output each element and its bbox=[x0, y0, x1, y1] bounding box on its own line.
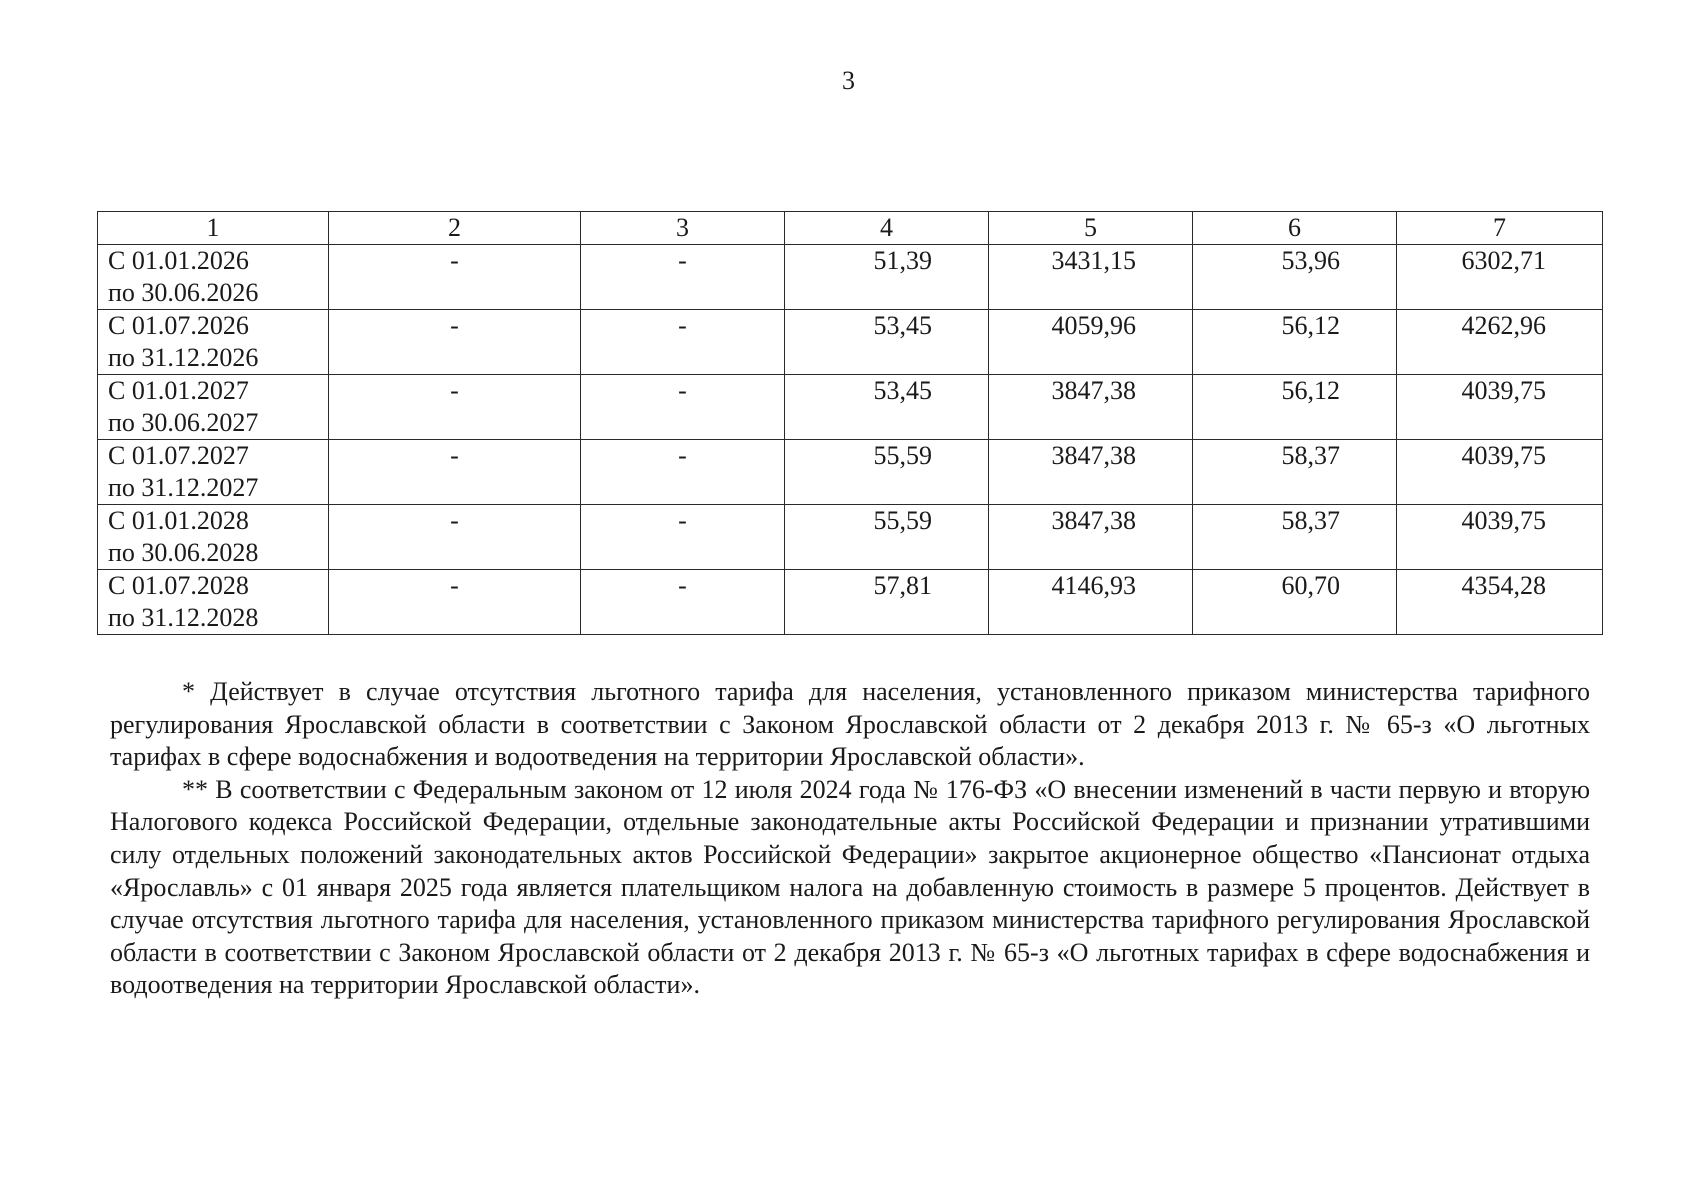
column-header: 6 bbox=[1193, 212, 1397, 245]
table-cell: - bbox=[581, 440, 785, 505]
table-cell: 55,59 bbox=[785, 440, 989, 505]
footnote-double-asterisk: ** В соответствии с Федеральным законом от 12 июля 2024 года № 176-ФЗ «О внесении изменений в части первую и вторую Налогового кодекса Российской Федерации, отдельные законодательные акты Российской Федерации и признании утратившими силу отдельных положений законодательных актов Российской Федерации» закрытое акционерное общество «Пансионат отдыха «Ярославль» с 01 января 2025 года является плательщиком налога на добавленную стоимость в размере 5 процентов. Действует в случае отсутствия льготного тарифа для населения, установленного приказом министерства тарифного регулирования Ярославской области в соответствии с Законом Ярославской области от 2 декабря 2013 г. № 65-з «О льготных тарифах в сфере водоснабжения и водоотведения на территории Ярославской области». bbox=[110, 774, 1590, 1000]
table-cell: 3847,38 bbox=[989, 440, 1193, 505]
period-to: по 31.12.2028 bbox=[108, 603, 259, 632]
table-cell: 51,39 bbox=[785, 245, 989, 310]
column-header: 3 bbox=[581, 212, 785, 245]
table-cell: - bbox=[329, 375, 581, 440]
table-cell: - bbox=[329, 310, 581, 375]
period-cell bbox=[98, 505, 329, 570]
table-cell: 56,12 bbox=[1193, 310, 1397, 375]
column-header: 2 bbox=[329, 212, 581, 245]
table-row bbox=[98, 570, 1603, 635]
table-row bbox=[98, 375, 1603, 440]
table-cell: - bbox=[581, 570, 785, 635]
period-to: по 30.06.2028 bbox=[108, 538, 259, 567]
table-row bbox=[98, 310, 1603, 375]
table-row bbox=[98, 245, 1603, 310]
table-cell: 58,37 bbox=[1193, 440, 1397, 505]
table-header-row bbox=[98, 212, 1603, 245]
page-number: 3 bbox=[842, 66, 855, 95]
period-cell bbox=[98, 440, 329, 505]
period-from: С 01.07.2027 bbox=[108, 441, 249, 470]
table-cell: 53,45 bbox=[785, 310, 989, 375]
table-cell: 4262,96 bbox=[1397, 310, 1603, 375]
table-cell: - bbox=[581, 375, 785, 440]
table-cell: 3431,15 bbox=[989, 245, 1193, 310]
period-to: по 31.12.2026 bbox=[108, 343, 259, 372]
table-cell: 3847,38 bbox=[989, 505, 1193, 570]
table-cell: 6302,71 bbox=[1397, 245, 1603, 310]
table-cell: - bbox=[329, 505, 581, 570]
period-cell bbox=[98, 375, 329, 440]
table-cell: 4354,28 bbox=[1397, 570, 1603, 635]
table-cell: 60,70 bbox=[1193, 570, 1397, 635]
table-row bbox=[98, 505, 1603, 570]
table-cell: 55,59 bbox=[785, 505, 989, 570]
period-from: С 01.07.2028 bbox=[108, 571, 249, 600]
column-header: 5 bbox=[989, 212, 1193, 245]
table-cell: 58,37 bbox=[1193, 505, 1397, 570]
table-cell: - bbox=[581, 310, 785, 375]
period-cell bbox=[98, 245, 329, 310]
table-cell: 53,45 bbox=[785, 375, 989, 440]
column-header: 7 bbox=[1397, 212, 1603, 245]
period-cell bbox=[98, 570, 329, 635]
table-cell: 4039,75 bbox=[1397, 505, 1603, 570]
table-cell: 3847,38 bbox=[989, 375, 1193, 440]
period-from: С 01.01.2027 bbox=[108, 376, 249, 405]
footnotes bbox=[110, 676, 1590, 1002]
table-cell: 4059,96 bbox=[989, 310, 1193, 375]
table-cell: - bbox=[329, 440, 581, 505]
table-cell: 4039,75 bbox=[1397, 440, 1603, 505]
period-from: С 01.07.2026 bbox=[108, 311, 249, 340]
table-cell: - bbox=[329, 245, 581, 310]
table-cell: 56,12 bbox=[1193, 375, 1397, 440]
footnote-single-asterisk: * Действует в случае отсутствия льготного тарифа для населения, установленного приказом министерства тарифного регулирования Ярославской области в соответствии с Законом Ярославской области от 2 декабря 2013 г. № 65-з «О льготных тарифах в сфере водоснабжения и водоотведения на территории Ярославской области». bbox=[110, 677, 1590, 772]
table-row bbox=[98, 440, 1603, 505]
table-cell: 4146,93 bbox=[989, 570, 1193, 635]
period-from: С 01.01.2028 bbox=[108, 506, 249, 535]
period-to: по 31.12.2027 bbox=[108, 473, 259, 502]
period-to: по 30.06.2027 bbox=[108, 408, 259, 437]
table-cell: 57,81 bbox=[785, 570, 989, 635]
tariff-table bbox=[97, 211, 1603, 635]
table-cell: 53,96 bbox=[1193, 245, 1397, 310]
period-to: по 30.06.2026 bbox=[108, 278, 259, 307]
period-from: С 01.01.2026 bbox=[108, 246, 249, 275]
column-header: 4 bbox=[785, 212, 989, 245]
period-cell bbox=[98, 310, 329, 375]
table-cell: - bbox=[329, 570, 581, 635]
table-cell: - bbox=[581, 245, 785, 310]
table-cell: 4039,75 bbox=[1397, 375, 1603, 440]
table-cell: - bbox=[581, 505, 785, 570]
column-header: 1 bbox=[98, 212, 329, 245]
